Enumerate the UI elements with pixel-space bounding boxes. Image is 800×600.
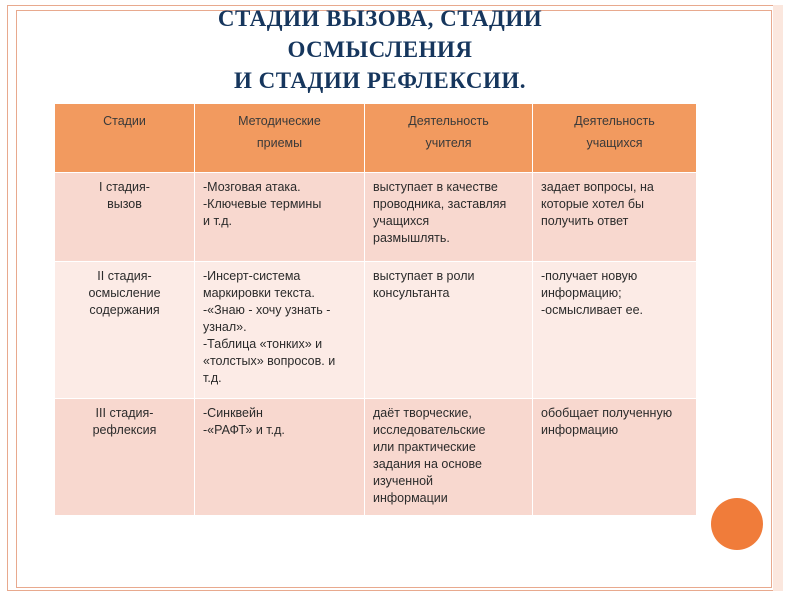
stage-line: рефлексия [92,423,157,437]
title-line-1: СТАДИИ ВЫЗОВА, СТАДИИ [217,6,543,31]
header-teacher [365,104,533,173]
methods-line: узнал». [203,320,247,334]
header-students-line1: Деятельность [574,114,655,128]
header-stages-label: Стадии [103,114,146,128]
header-teacher-line1: Деятельность [408,114,489,128]
students-line: информацию; [541,286,622,300]
table-row [55,173,697,262]
stage-cell [55,173,195,262]
stage-line: II стадия- [97,269,152,283]
slide-right-band [773,5,783,591]
students-line: информацию [541,423,619,437]
header-methods-line2: приемы [256,136,303,150]
teacher-line: консультанта [373,286,450,300]
students-line: задает вопросы, на [541,180,654,194]
table-header-row [55,104,697,173]
teacher-line: учащихся [373,214,430,228]
teacher-line: или практические [373,440,476,454]
stage-line: содержания [89,303,160,317]
decorative-circle [711,498,763,550]
stage-line: I стадия- [99,180,150,194]
stage-cell [55,262,195,399]
students-cell [533,399,697,516]
stages-table [54,103,697,516]
students-line: обобщает полученную [541,406,673,420]
teacher-line: задания на основе [373,457,482,471]
methods-line: и т.д. [203,214,233,228]
methods-line: -«РАФТ» и т.д. [203,423,285,437]
teacher-cell [365,399,533,516]
header-methods [195,104,365,173]
table-row [55,399,697,516]
stage-cell [55,399,195,516]
methods-line: «толстых» вопросов. и [203,354,336,368]
header-students-line2: учащихся [586,136,643,150]
header-methods-line1: Методические [238,114,321,128]
title-line-2: ОСМЫСЛЕНИЯ [287,37,473,62]
methods-line: маркировки текста. [203,286,315,300]
methods-line: т.д. [203,371,222,385]
teacher-line: выступает в качестве [373,180,498,194]
stage-line: III стадия- [95,406,154,420]
students-line: -осмысливает ее. [541,303,644,317]
students-line: которые хотел бы [541,197,645,211]
header-students [533,104,697,173]
teacher-line: изученной [373,474,434,488]
methods-line: -Ключевые термины [203,197,322,211]
students-cell [533,262,697,399]
methods-cell [195,399,365,516]
teacher-line: исследовательские [373,423,486,437]
stage-line: вызов [107,197,142,211]
teacher-cell [365,262,533,399]
methods-cell [195,262,365,399]
teacher-line: размышлять. [373,231,450,245]
teacher-line: выступает в роли [373,269,475,283]
teacher-line: даёт творческие, [373,406,472,420]
methods-cell [195,173,365,262]
header-teacher-line2: учителя [425,136,472,150]
students-cell [533,173,697,262]
teacher-cell [365,173,533,262]
stage-line: осмысление [88,286,161,300]
slide-title [100,3,660,96]
teacher-line: проводника, заставляя [373,197,507,211]
methods-line: -Синквейн [203,406,263,420]
methods-line: -Мозговая атака. [203,180,301,194]
header-stages [55,104,195,173]
title-line-3: И СТАДИИ РЕФЛЕКСИИ. [233,68,527,93]
teacher-line: информации [373,491,448,505]
methods-line: -Инсерт-система [203,269,301,283]
students-line: получить ответ [541,214,629,228]
students-line: -получает новую [541,269,638,283]
methods-line: -«Знаю - хочу узнать - [203,303,331,317]
table-row [55,262,697,399]
methods-line: -Таблица «тонких» и [203,337,323,351]
